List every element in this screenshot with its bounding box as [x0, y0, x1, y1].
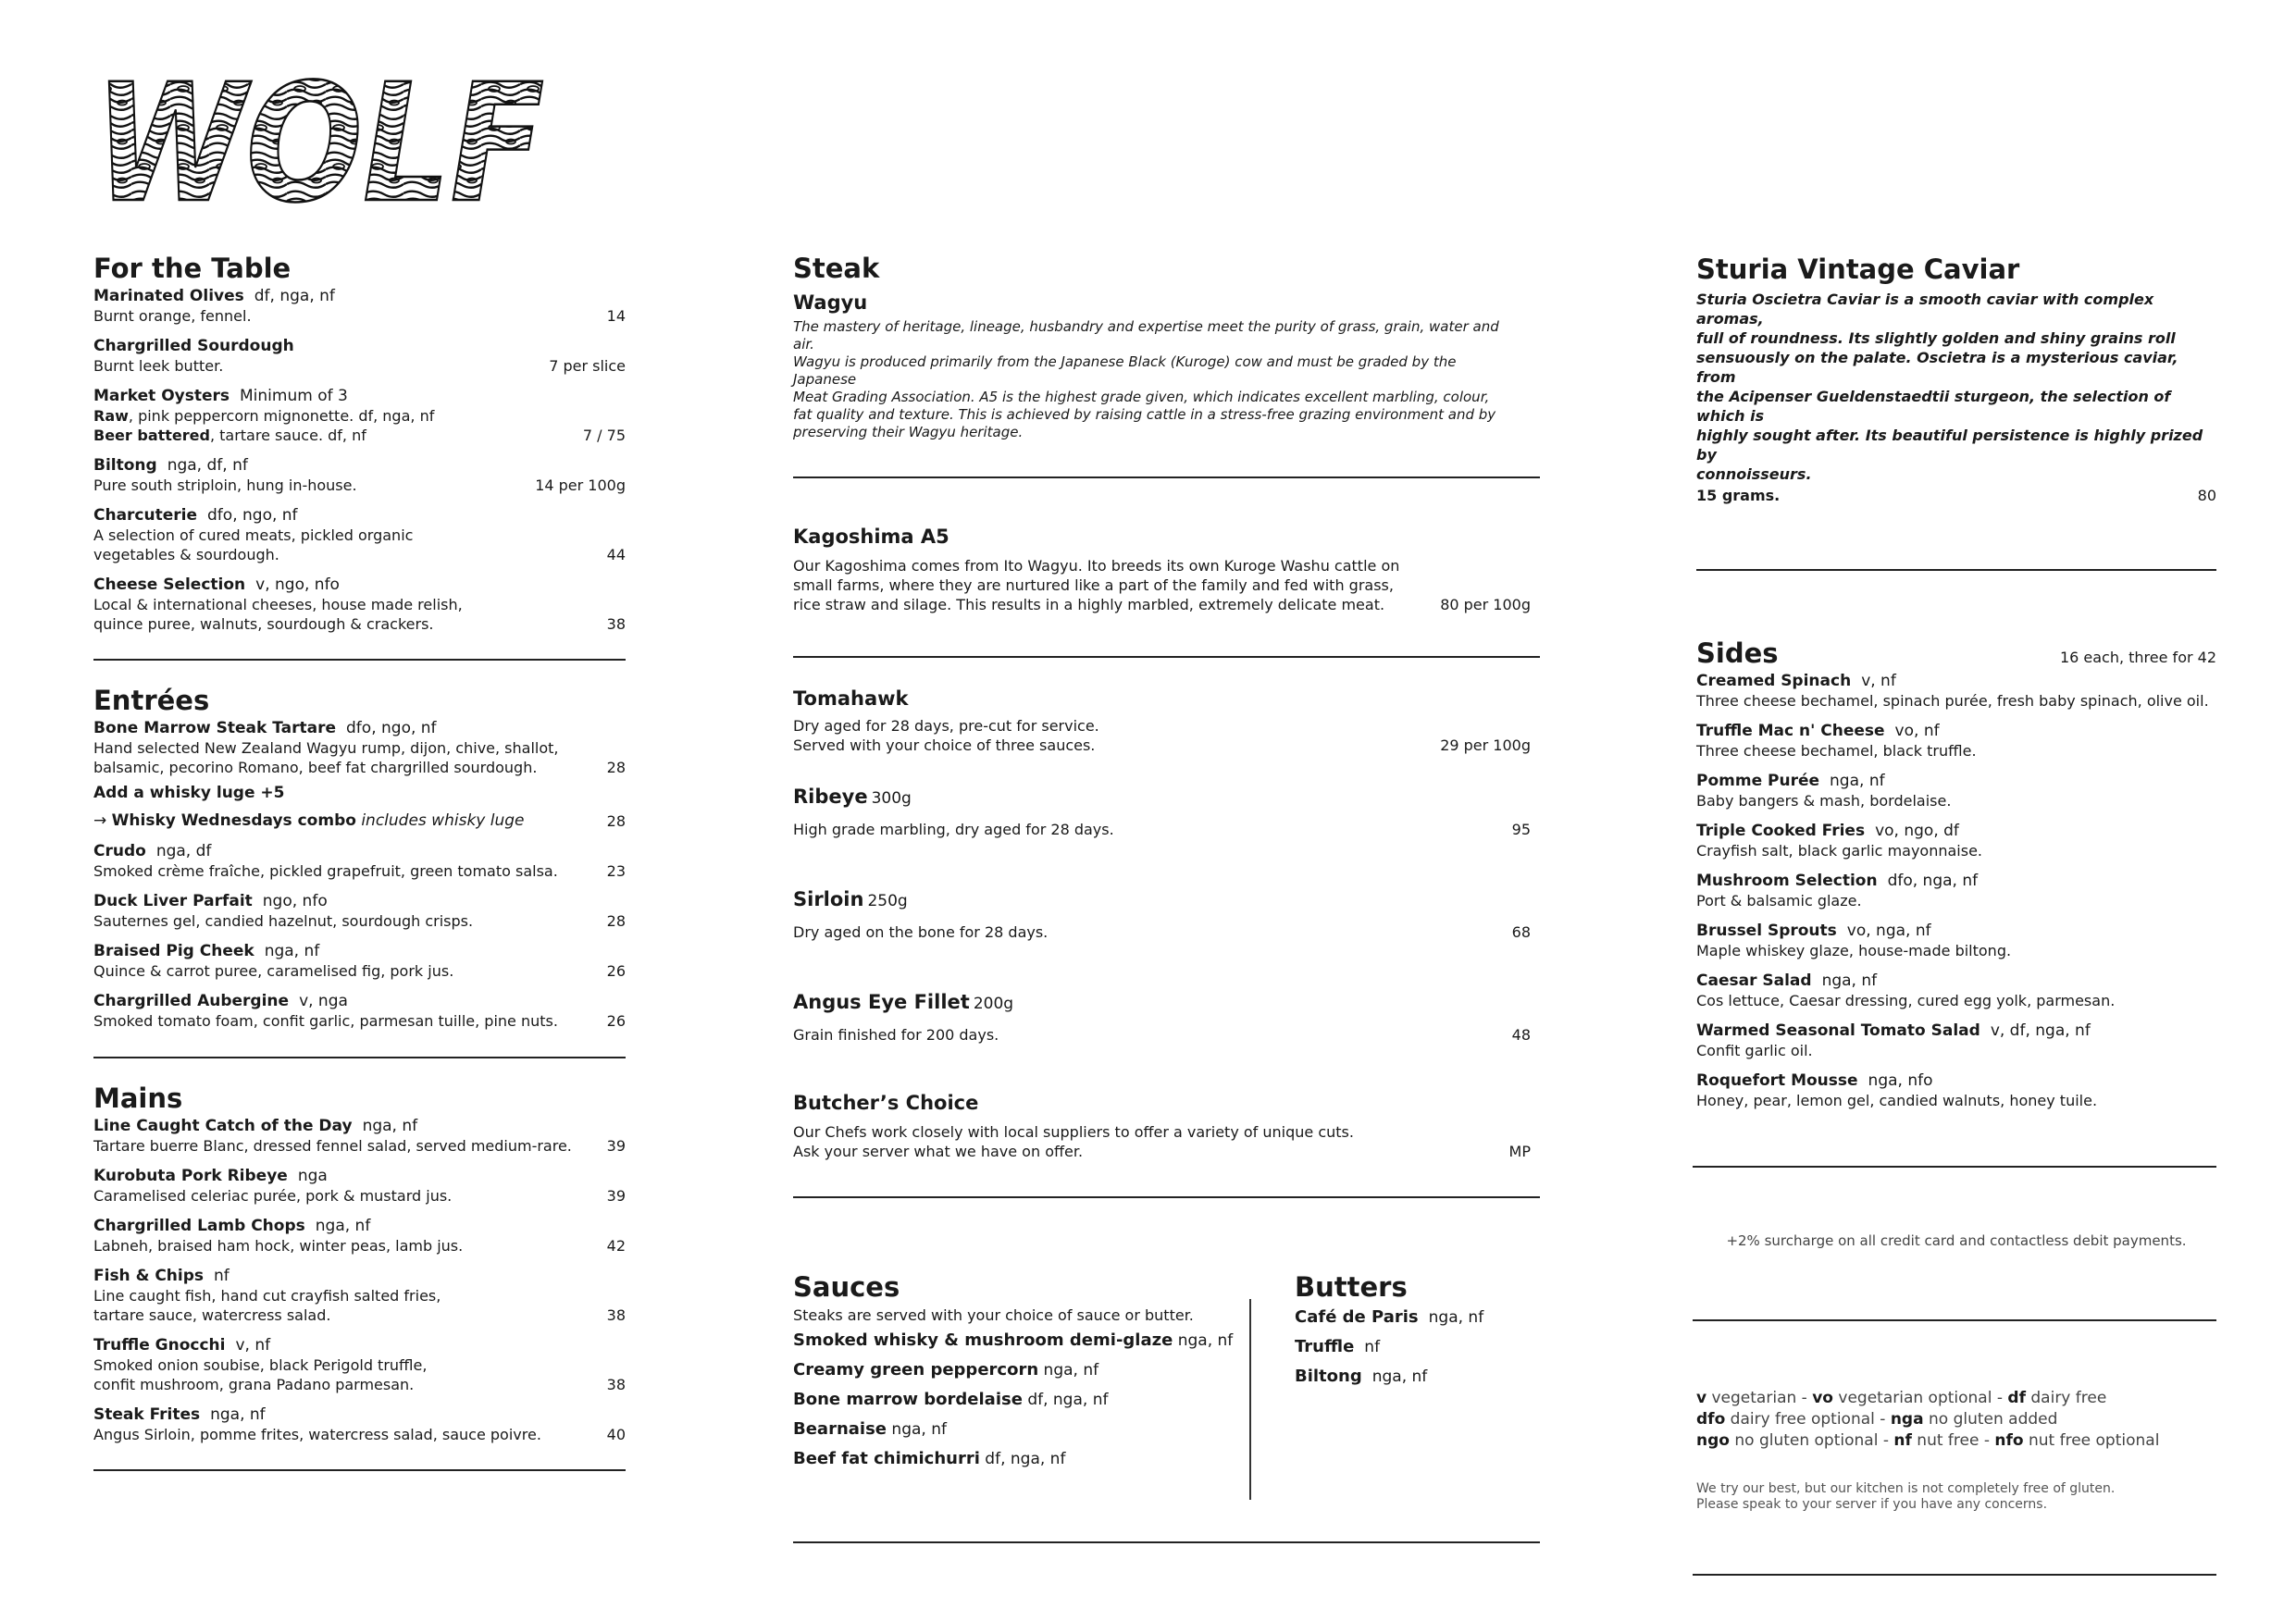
item-price: 38: [606, 615, 626, 633]
item-name: Sirloin: [793, 888, 864, 910]
legend-line: [1696, 1430, 2215, 1452]
mains-heading: Mains: [93, 1083, 183, 1114]
item-price: 38: [606, 1306, 626, 1324]
item-name: Market Oysters: [93, 387, 230, 405]
item-tags: v, nf: [1861, 672, 1896, 690]
item-weight: 200g: [973, 995, 1014, 1013]
item-price: 44: [606, 546, 626, 563]
item-description: High grade marbling, dry aged for 28 days.: [793, 821, 1114, 838]
item-name: Tomahawk: [793, 687, 909, 710]
legend-line: [1696, 1388, 2215, 1409]
item-description: Crayfish salt, black garlic mayonnaise.: [1696, 842, 1983, 860]
butter-name: Truffle: [1295, 1337, 1355, 1356]
menu-item: [93, 287, 626, 326]
item-description: Honey, pear, lemon gel, candied walnuts, honey tuile.: [1696, 1092, 2098, 1109]
item-tags: nga, df, nf: [167, 456, 248, 475]
whisky-luge-addon: Add a whisky luge +5: [93, 784, 285, 802]
legend-separator: -: [1880, 1410, 1886, 1429]
item-name: Braised Pig Cheek: [93, 942, 254, 960]
sauce-name: Bearnaise: [793, 1419, 887, 1439]
item-price: 26: [606, 962, 626, 980]
butter-tags: nga, nf: [1428, 1308, 1484, 1327]
item-tags: Minimum of 3: [240, 387, 348, 405]
legend-separator: -: [1996, 1389, 2003, 1407]
item-tags: nga, nf: [362, 1117, 418, 1135]
sauces-heading: Sauces: [793, 1271, 900, 1303]
item-name: Duck Liver Parfait: [93, 892, 253, 910]
legend-code: nga: [1890, 1410, 1924, 1429]
item-name: Marinated Olives: [93, 287, 244, 305]
item-description: Baby bangers & mash, bordelaise.: [1696, 792, 1952, 810]
item-description: Cos lettuce, Caesar dressing, cured egg yolk, parmesan.: [1696, 992, 2116, 1009]
item-price: 95: [1511, 821, 1531, 838]
item-description: Port & balsamic glaze.: [1696, 892, 1862, 909]
item-name: Roquefort Mousse: [1696, 1071, 1858, 1090]
item-description: Sauternes gel, candied hazelnut, sourdough crisps.: [93, 912, 474, 930]
item-name: Ribeye: [793, 786, 868, 808]
item-description: Smoked onion soubise, black Perigold truffle, confit mushroom, grana Padano parmesan.: [93, 1356, 428, 1393]
section-divider: [793, 476, 1540, 478]
item-tags: nga, df: [155, 842, 212, 860]
menu-item: [93, 1336, 626, 1394]
item-tags: vo, nf: [1894, 722, 1940, 740]
item-tags: nga, nf: [264, 942, 320, 960]
legend-label: vegetarian optional: [1838, 1389, 1992, 1407]
gluten-disclaimer: We try our best, but our kitchen is not completely free of gluten. Please speak to your server if you have any concerns.: [1696, 1481, 2116, 1512]
sides-pricing: 16 each, three for 42: [2059, 649, 2216, 666]
item-name: Butcher’s Choice: [793, 1092, 979, 1114]
item-description: Hand selected New Zealand Wagyu rump, dijon, chive, shallot, balsamic, pecorino Romano, beef fat chargrilled sourdough.: [93, 739, 559, 776]
item-price: 42: [606, 1237, 626, 1255]
menu-item: [1696, 772, 2216, 810]
legend-line: [1696, 1409, 2215, 1430]
item-price: 29 per 100g: [1440, 736, 1531, 754]
section-divider: [1693, 1319, 2216, 1321]
item-tags: ngo, nfo: [262, 892, 328, 910]
item-name: Triple Cooked Fries: [1696, 822, 1866, 840]
caviar-description: Sturia Oscietra Caviar is a smooth caviar with complex aromas, full of roundness. Its slightly golden and shiny grains roll sensuously on the palate. Oscietra is a mysterious caviar, from the Acipenser Gueldenstaedtii sturgeon, the selection of which is highly sought after. Its beautiful persistence is highly prized by connoisseurs.: [1696, 291, 2203, 483]
item-tags: nga, nfo: [1868, 1071, 1933, 1090]
item-price: 23: [606, 862, 626, 880]
item-name: Brussel Sprouts: [1696, 922, 1837, 940]
item-price: 39: [606, 1187, 626, 1205]
legend-label: no gluten optional: [1734, 1431, 1879, 1450]
svg-text:WOLF: WOLF: [94, 49, 544, 239]
menu-item: [93, 456, 626, 495]
legend-label: nut free: [1917, 1431, 1980, 1450]
butter-name: Café de Paris: [1295, 1307, 1419, 1327]
item-name: Charcuterie: [93, 506, 198, 525]
item-description: Confit garlic oil.: [1696, 1042, 1813, 1059]
item-name: Angus Eye Fillet: [793, 991, 970, 1013]
item-name: Kagoshima A5: [793, 526, 949, 548]
menu-item: [93, 1117, 626, 1156]
wagyu-intro: The mastery of heritage, lineage, husbandry and expertise meet the purity of grass, grain, water and air. Wagyu is produced primarily from the Japanese Black (Kuroge) cow and must be graded by the Japanese Meat Grading Association. A5 is the highest grade given, which indicates excellent marbling, colour, fat quality and texture. This is achieved by raising cattle in a stress-free grazing environment and by preserving their Wagyu heritage.: [793, 318, 1499, 440]
beer-battered-description: , tartare sauce. df, nf: [209, 427, 366, 444]
menu-item: [93, 1217, 626, 1256]
item-description: A selection of cured meats, pickled organic vegetables & sourdough.: [93, 526, 414, 563]
item-name: Pomme Purée: [1696, 772, 1820, 790]
butchers-choice-item: [793, 1091, 1540, 1161]
sauce-tags: df, nga, nf: [985, 1450, 1066, 1468]
sauce-tags: nga, nf: [891, 1420, 947, 1439]
item-description: Our Chefs work closely with local suppliers to offer a variety of unique cuts. Ask your server what we have on offer.: [793, 1123, 1354, 1160]
section-divider: [793, 1541, 1540, 1543]
sauce-tags: nga, nf: [1043, 1361, 1099, 1380]
item-price: 38: [606, 1376, 626, 1393]
butter-name: Biltong: [1295, 1367, 1362, 1386]
item-name: Bone Marrow Steak Tartare: [93, 719, 337, 737]
legend-label: nut free optional: [2028, 1431, 2160, 1450]
column-middle: [793, 248, 1540, 1543]
column-left: [93, 248, 626, 1471]
legend-separator: -: [1801, 1389, 1807, 1407]
item-name: Steak Frites: [93, 1405, 201, 1424]
section-divider: [1693, 1166, 2216, 1168]
item-tags: nga, nf: [1830, 772, 1885, 790]
section-divider: [93, 659, 626, 661]
item-price: 7 per slice: [549, 357, 626, 375]
item-description: Burnt orange, fennel.: [93, 307, 252, 325]
menu-item: [93, 1405, 626, 1444]
tomahawk-item: [793, 687, 1540, 755]
item-description: Line caught fish, hand cut crayfish salted fries, tartare sauce, watercress salad.: [93, 1287, 441, 1324]
menu-item: [93, 719, 626, 831]
menu-item: [93, 892, 626, 931]
item-price: MP: [1508, 1143, 1531, 1160]
menu-item: [93, 337, 626, 376]
item-name: Chargrilled Aubergine: [93, 992, 290, 1010]
menu-item: [1696, 971, 2216, 1010]
section-divider: [1693, 1574, 2216, 1576]
item-description: Tartare buerre Blanc, dressed fennel salad, served medium-rare.: [93, 1137, 572, 1155]
menu-item: [93, 1167, 626, 1206]
item-description: Dry aged for 28 days, pre-cut for service. Served with your choice of three sauces.: [793, 717, 1099, 754]
butter-tags: nf: [1364, 1338, 1381, 1356]
menu-item: [93, 992, 626, 1031]
legend-code: vo: [1812, 1389, 1833, 1407]
item-price: 14 per 100g: [535, 476, 626, 494]
arrow-icon: →: [93, 811, 107, 830]
item-description: Burnt leek butter.: [93, 357, 224, 375]
item-tags: nga: [297, 1167, 328, 1185]
combo-note: includes whisky luge: [361, 811, 525, 830]
item-tags: dfo, ngo, nf: [346, 719, 437, 737]
sirloin-item: [793, 887, 1540, 942]
wolf-logo: [93, 49, 546, 239]
wagyu-subheading: Wagyu: [793, 291, 868, 314]
item-tags: nga, nf: [1821, 971, 1878, 990]
item-description: Angus Sirloin, pomme frites, watercress salad, sauce poivre.: [93, 1426, 541, 1443]
item-name: Cheese Selection: [93, 575, 246, 594]
legend-separator: -: [1882, 1431, 1889, 1450]
item-name: Biltong: [93, 456, 157, 475]
item-price: 26: [606, 1012, 626, 1030]
item-name: Crudo: [93, 842, 146, 860]
item-name: Fish & Chips: [93, 1267, 205, 1285]
caviar-amount: 15 grams.: [1696, 487, 1781, 504]
surcharge-notice: +2% surcharge on all credit card and contactless debit payments.: [1726, 1232, 2187, 1249]
item-description: Labneh, braised ham hock, winter peas, lamb jus.: [93, 1237, 464, 1255]
item-name: Line Caught Catch of the Day: [93, 1117, 353, 1135]
item-price: 28: [606, 812, 626, 830]
sauces-intro: Steaks are served with your choice of sauce or butter.: [793, 1306, 1194, 1324]
legend-code: dfo: [1696, 1410, 1726, 1429]
item-price: 40: [606, 1426, 626, 1443]
item-description: Our Kagoshima comes from Ito Wagyu. Ito breeds its own Kuroge Washu cattle on small farms, where they are nurtured like a part of the family and fed with grass, rice straw and silage. This results in a highly marbled, extremely delicate meat.: [793, 557, 1400, 613]
dietary-legend: [1696, 1388, 2215, 1452]
legend-label: dairy free: [2030, 1389, 2107, 1407]
item-price: 80 per 100g: [1440, 596, 1531, 613]
item-tags: vo, nga, nf: [1846, 922, 1931, 940]
item-description: Smoked tomato foam, confit garlic, parmesan tuille, pine nuts.: [93, 1012, 558, 1030]
entrees-heading: Entrées: [93, 685, 210, 716]
menu-item: [1696, 1071, 2216, 1110]
item-tags: v, nf: [235, 1336, 271, 1355]
item-name: Truffle Gnocchi: [93, 1336, 226, 1355]
menu-item: [1696, 722, 2216, 761]
menu-item: [1696, 872, 2216, 910]
sauces-butters-divider: [1249, 1299, 1251, 1500]
sauce-name: Smoked whisky & mushroom demi-glaze: [793, 1330, 1173, 1350]
logo-graphic: [93, 49, 546, 239]
item-tags: dfo, ngo, nf: [207, 506, 298, 525]
item-tags: v, ngo, nfo: [255, 575, 340, 594]
butters-heading: Butters: [1295, 1271, 1408, 1303]
sauce-name: Bone marrow bordelaise: [793, 1390, 1023, 1409]
item-description: Three cheese bechamel, black truffle.: [1696, 742, 1977, 760]
item-price: 68: [1511, 923, 1531, 941]
item-description: Dry aged on the bone for 28 days.: [793, 923, 1049, 941]
item-name: Warmed Seasonal Tomato Salad: [1696, 1021, 1980, 1040]
item-name: Truffle Mac n' Cheese: [1696, 722, 1885, 740]
angus-eye-fillet-item: [793, 990, 1540, 1045]
item-tags: v, df, nga, nf: [1990, 1021, 2091, 1040]
beer-battered-label: Beer battered: [93, 427, 210, 444]
sauce-name: Beef fat chimichurri: [793, 1449, 980, 1468]
steak-heading: Steak: [793, 253, 880, 284]
item-description: Three cheese bechamel, spinach purée, fresh baby spinach, olive oil.: [1696, 692, 2209, 710]
sauce-tags: df, nga, nf: [1027, 1391, 1109, 1409]
item-name: Mushroom Selection: [1696, 872, 1878, 890]
legend-label: no gluten added: [1928, 1410, 2058, 1429]
section-divider: [93, 1469, 626, 1471]
item-tags: vo, ngo, df: [1875, 822, 1959, 840]
menu-item: [93, 942, 626, 981]
item-name: Creamed Spinach: [1696, 672, 1852, 690]
item-name: Caesar Salad: [1696, 971, 1812, 990]
menu-item: [93, 575, 626, 634]
legend-code: v: [1696, 1389, 1707, 1407]
legend-label: dairy free optional: [1730, 1410, 1875, 1429]
legend-label: vegetarian: [1711, 1389, 1797, 1407]
item-price: 14: [606, 307, 626, 325]
section-divider: [93, 1057, 626, 1058]
item-tags: nga, nf: [315, 1217, 371, 1235]
item-description: Caramelised celeriac purée, pork & mustard jus.: [93, 1187, 453, 1205]
legend-code: nfo: [1994, 1431, 2024, 1450]
sides-heading: Sides: [1696, 637, 1779, 669]
menu-item: [93, 842, 626, 881]
menu-item: [1696, 1021, 2216, 1060]
column-right: [1696, 248, 2216, 1110]
sauces-section: [793, 1270, 1247, 1469]
ribeye-item: [793, 785, 1540, 839]
item-tags: v, nga: [299, 992, 348, 1010]
menu-item: [1696, 672, 2216, 711]
raw-description: , pink peppercorn mignonette. df, nga, nf: [128, 407, 435, 425]
item-description: Grain finished for 200 days.: [793, 1026, 999, 1044]
item-price: 39: [606, 1137, 626, 1155]
menu-item: [1696, 822, 2216, 860]
item-description: Local & international cheeses, house made relish, quince puree, walnuts, sourdough & crackers.: [93, 596, 463, 633]
menu-item: [93, 506, 626, 564]
menu-item: [93, 1267, 626, 1325]
sauce-tags: nga, nf: [1177, 1331, 1234, 1350]
item-weight: 250g: [867, 892, 908, 910]
item-price: 28: [606, 912, 626, 930]
item-description: Smoked crème fraîche, pickled grapefruit, green tomato salsa.: [93, 862, 558, 880]
item-price: 7 / 75: [582, 427, 626, 444]
combo-name: Whisky Wednesdays combo: [111, 811, 356, 830]
item-price: 28: [606, 759, 626, 776]
for-the-table-heading: For the Table: [93, 253, 292, 284]
sauce-name: Creamy green peppercorn: [793, 1360, 1039, 1380]
item-description: Maple whiskey glaze, house-made biltong.: [1696, 942, 2012, 959]
item-tags: nf: [214, 1267, 230, 1285]
legend-separator: -: [1983, 1431, 1990, 1450]
item-description: Quince & carrot puree, caramelised fig, pork jus.: [93, 962, 454, 980]
market-oysters-item: [93, 387, 626, 445]
section-divider: [793, 1196, 1540, 1198]
item-price: 80: [2197, 487, 2216, 504]
item-tags: dfo, nga, nf: [1887, 872, 1979, 890]
kagoshima-item: [793, 525, 1540, 614]
legend-code: nf: [1893, 1431, 1912, 1450]
item-name: Kurobuta Pork Ribeye: [93, 1167, 288, 1185]
butters-section: [1295, 1270, 1535, 1469]
section-divider: [1696, 569, 2216, 571]
item-description: Pure south striploin, hung in-house.: [93, 476, 357, 494]
butter-tags: nga, nf: [1371, 1367, 1428, 1386]
item-name: Chargrilled Lamb Chops: [93, 1217, 305, 1235]
section-divider: [793, 656, 1540, 658]
item-tags: df, nga, nf: [254, 287, 335, 305]
menu-item: [1696, 922, 2216, 960]
raw-label: Raw: [93, 407, 129, 425]
legend-code: df: [2007, 1389, 2026, 1407]
item-tags: nga, nf: [210, 1405, 266, 1424]
legend-code: ngo: [1696, 1431, 1730, 1450]
item-price: 48: [1511, 1026, 1531, 1044]
item-weight: 300g: [871, 789, 912, 808]
caviar-heading: Sturia Vintage Caviar: [1696, 254, 2020, 285]
item-name: Chargrilled Sourdough: [93, 337, 294, 355]
